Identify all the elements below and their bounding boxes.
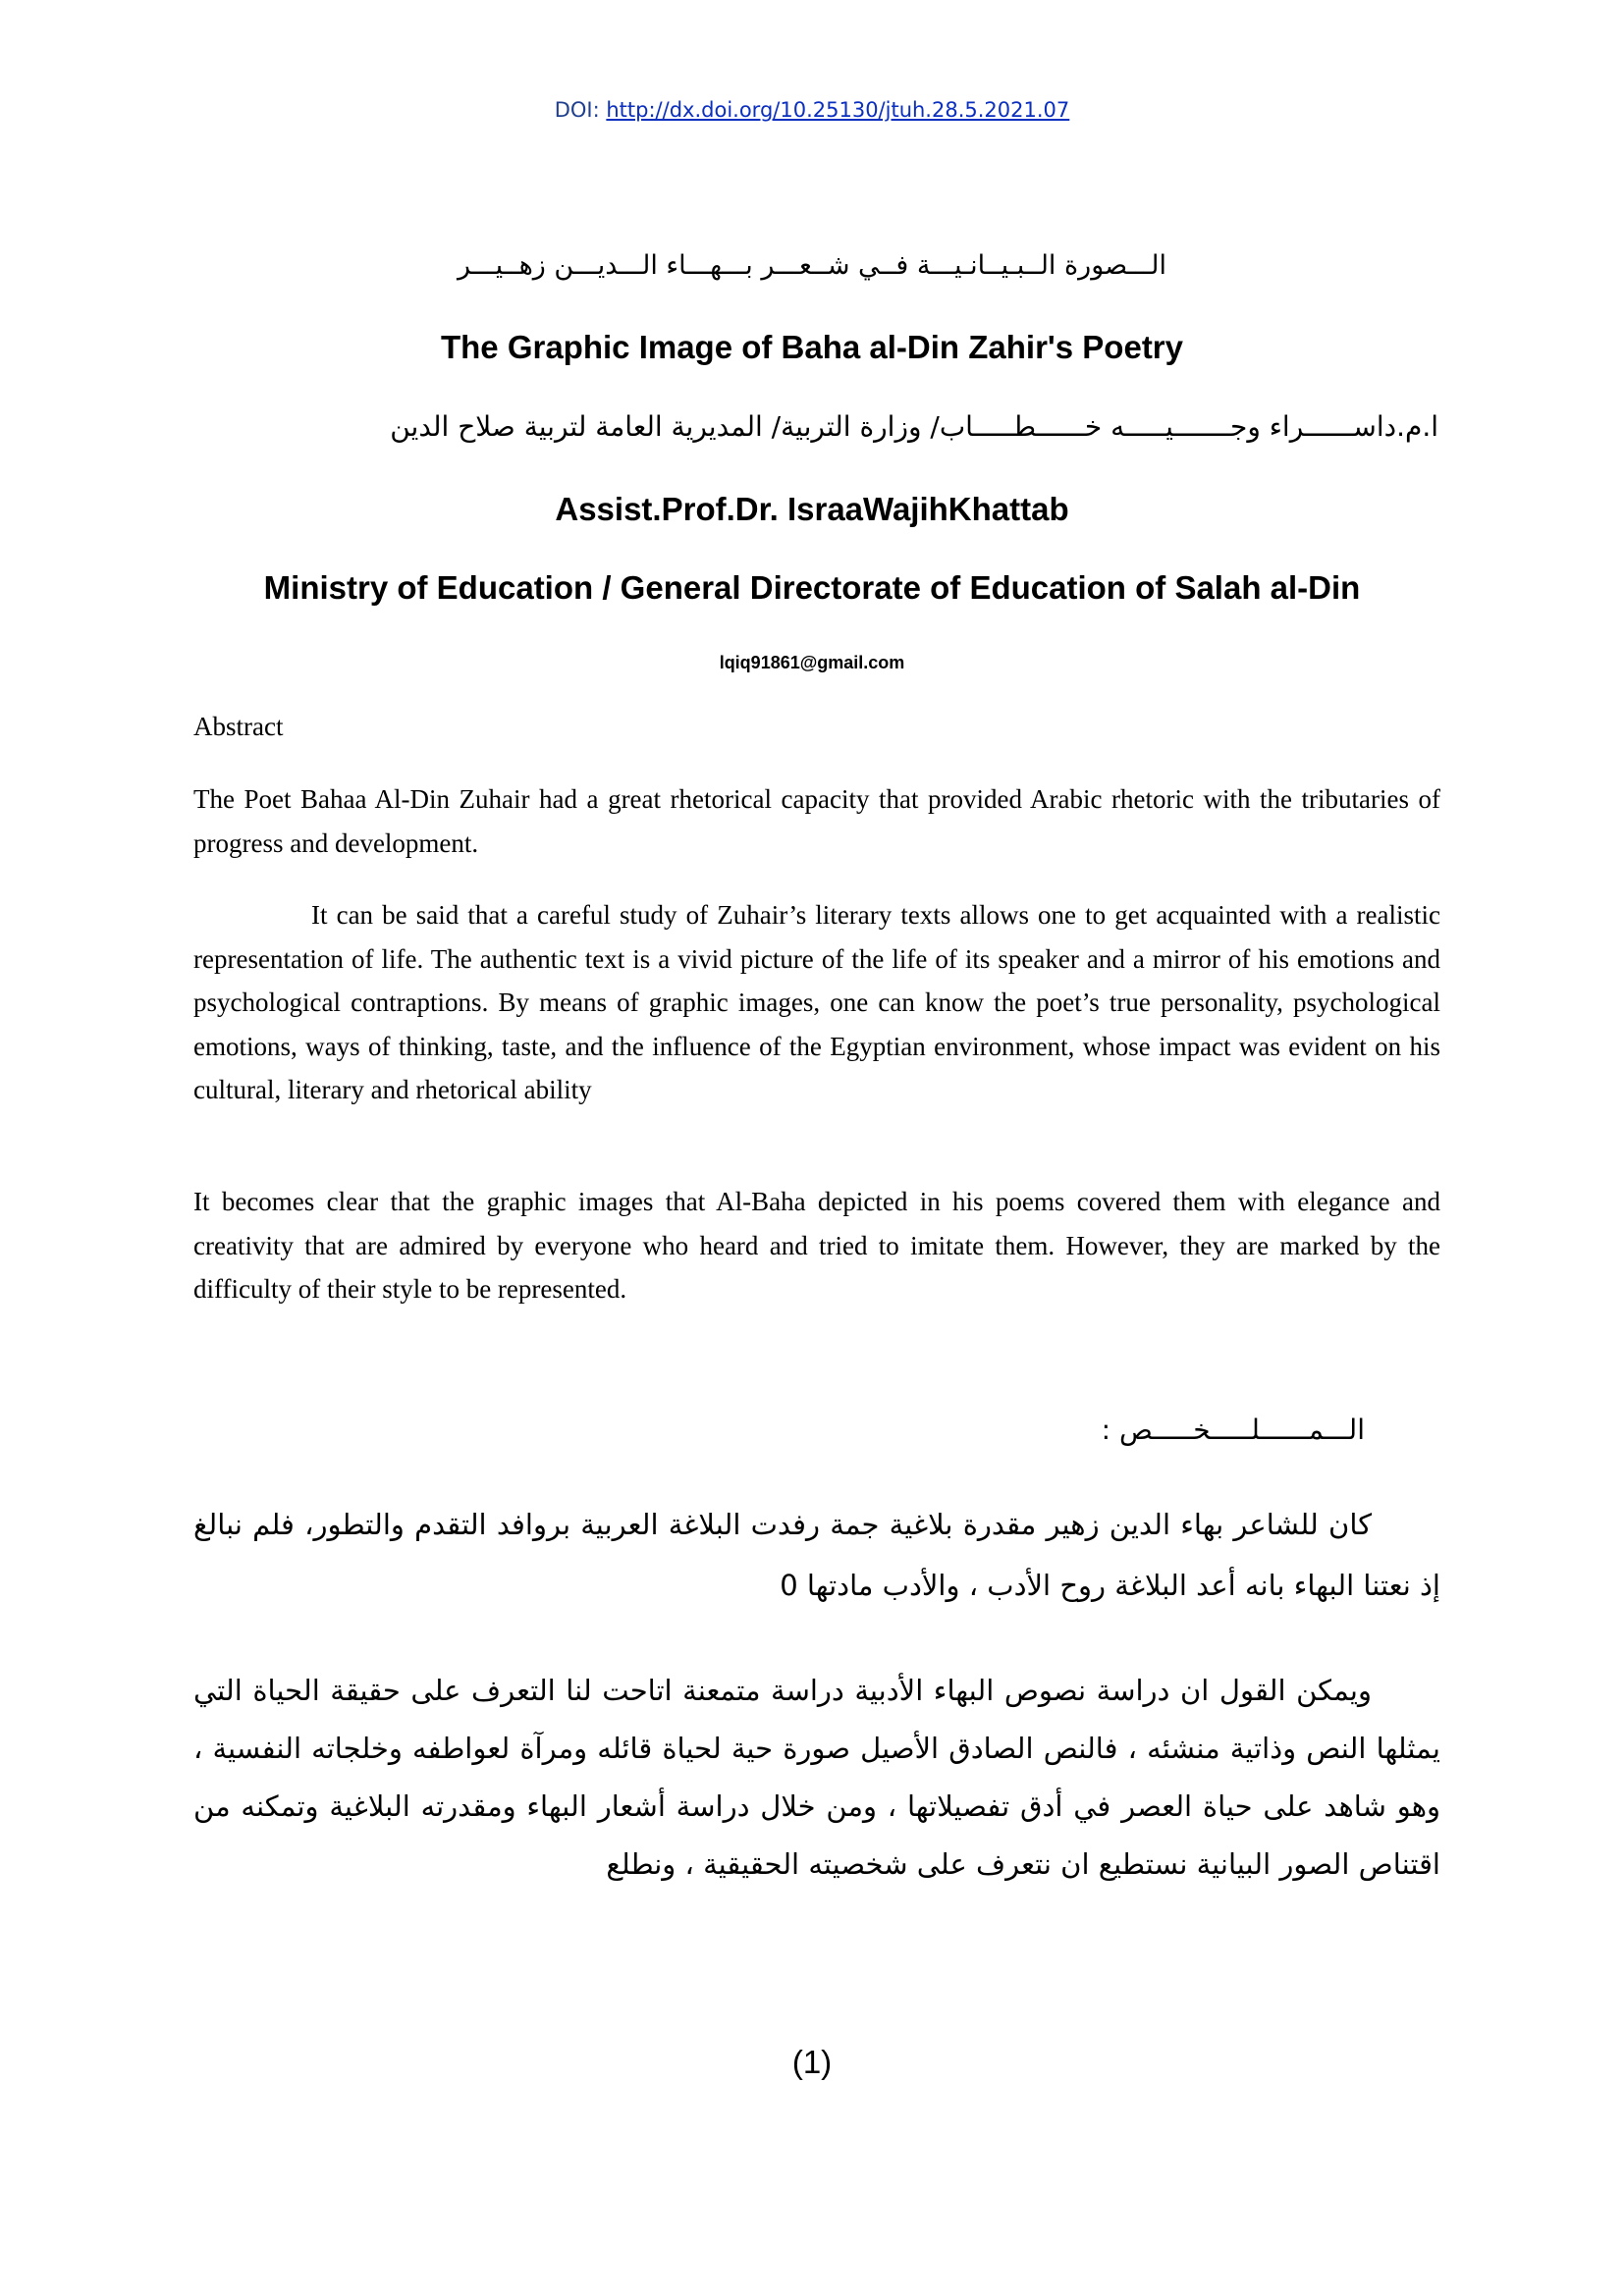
doi-link[interactable]: http://dx.doi.org/10.25130/jtuh.28.5.2021.07 xyxy=(606,98,1070,122)
abstract-paragraph-2: It can be said that a careful study of Zuhair’s literary texts allows one to get acquainted with a realistic representation of life. The authentic text is a vivid picture of the life of its speaker and a mirror of his emotions and psychological contraptions. By means of graphic images, one can know the poet’s true personality, psychological emotions, ways of thinking, taste, and the influence of the Egyptian environment, whose impact was evident on his cultural, literary and rhetorical ability xyxy=(193,900,1440,1104)
abstract-heading: Abstract xyxy=(193,712,284,741)
author-email: lqiq91861@gmail.com xyxy=(719,653,905,672)
abstract-paragraph-3: It becomes clear that the graphic images that Al-Baha depicted in his poems covered them with elegance and creativity that are admired by everyone who heard and tried to imitate them. However, they are marked by the difficulty of their style to be represented. xyxy=(193,1187,1440,1304)
arabic-summary-heading: الـــمــــــلـــــخـــــص : xyxy=(1101,1414,1365,1446)
english-title: The Graphic Image of Baha al-Din Zahir's Poetry xyxy=(440,329,1184,365)
arabic-summary-paragraph-1: كان للشاعر بهاء الدين زهير مقدرة بلاغية جمة رفدت البلاغة العربية بروافد التقدم والتطور، فلم نبالغ إذ نعتنا البهاء بانه أعد البلاغة روح الأدب ، والأدب مادتها 0 xyxy=(193,1508,1440,1602)
arabic-summary-paragraph-2: ويمكن القول ان دراسة نصوص البهاء الأدبية دراسة متمعنة اتاحت لنا التعرف على حقيقة الحياة التي يمثلها النص وذاتية منشئه ، فالنص الصادق الأصيل صورة حية لحياة قائله ومرآة لعواطفه وخلجاته النفسية ، وهو شاهد على حياة العصر في أدق تفصيلاتها ، ومن خلال دراسة أشعار البهاء ومقدرته البلاغية وتمكنه من اقتناص الصور البيانية نستطيع ان نتعرف على شخصيته الحقيقية ، ونطلع xyxy=(193,1674,1440,1881)
arabic-title: الـــصورة الــبـيــانـيـــة فــي شــعـــر بـــهـــاء الـــديـــن زهــيـــر xyxy=(457,250,1167,281)
abstract-paragraph-1: The Poet Bahaa Al-Din Zuhair had a great rhetorical capacity that provided Arabic rhetoric with the tributaries of progress and development. xyxy=(193,784,1440,858)
page-number: (1) xyxy=(791,2044,833,2080)
doi-line xyxy=(0,98,1624,122)
doi-label: DOI: xyxy=(554,98,607,122)
arabic-author-affiliation: ا.م.داســــــراء وجـــــــيـــــه خــــــطـــــاب/ وزارة التربية/ المديرية العامة لتربية صلاح الدين xyxy=(390,410,1438,443)
author-name: Assist.Prof.Dr. IsraaWajihKhattab xyxy=(555,491,1069,527)
author-affiliation: Ministry of Education / General Directorate of Education of Salah al-Din xyxy=(263,569,1361,606)
